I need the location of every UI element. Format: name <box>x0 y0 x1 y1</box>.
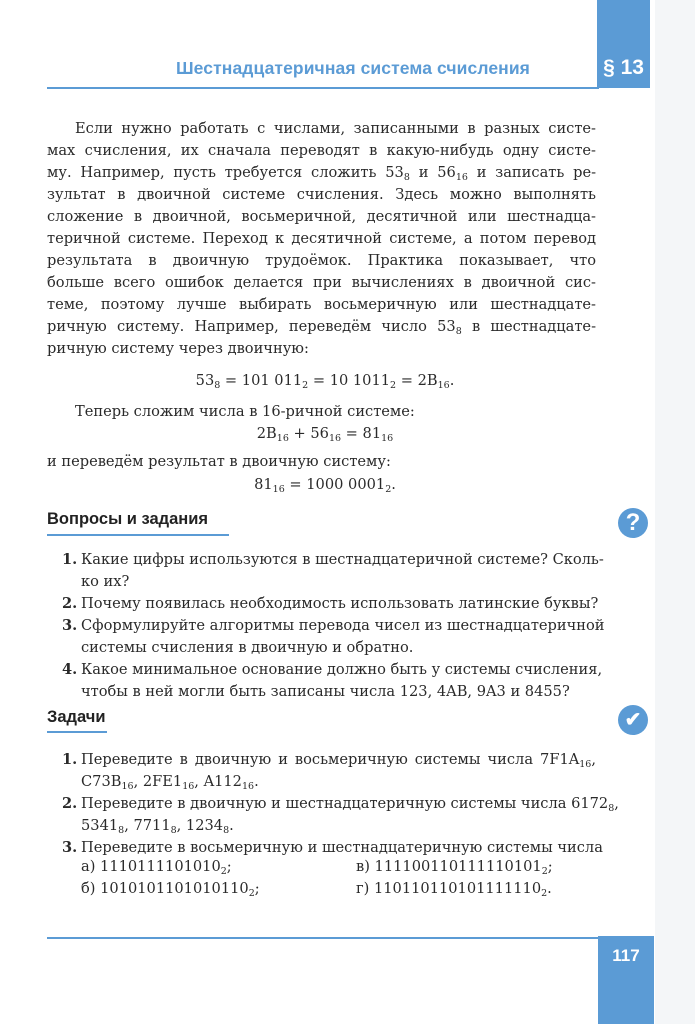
tasks-heading: Задачи <box>47 708 106 726</box>
paragraph-line: теричной системе. Переход к десятичной системе, а потом перевод <box>47 230 596 247</box>
section-tab <box>597 0 650 88</box>
checkmark-icon: ✔ <box>618 705 648 735</box>
question-item: 2. Почему появилась необходимость использовать латинские буквы? <box>62 595 599 612</box>
question-item-cont: ко их? <box>81 573 130 590</box>
paragraph-line: зультат в двоичной системе счисления. Здесь можно выполнять <box>47 186 596 203</box>
paragraph-line: ричную систему через двоичную: <box>47 340 309 357</box>
page-number-tab <box>598 936 654 1024</box>
section-number: § 13 <box>603 56 644 79</box>
task-item: 2. Переведите в двоичную и шестнадцатеричную системы числа $6172_8$, <box>62 795 619 814</box>
task-subitem-g: г) $110110110101111110_2$. <box>356 880 552 899</box>
question-item-cont: чтобы в ней могли быть записаны числа 123, 4AB, 9A3 и 8455? <box>81 683 570 700</box>
header-divider <box>47 87 599 89</box>
paragraph-line: больше всего ошибок делается при вычислениях в двоичной сис- <box>47 274 596 291</box>
task-item-cont: $5341_8$, $7711_8$, $1234_8$. <box>81 817 234 836</box>
paragraph-line: му. Например, пусть требуется сложить $53_8$ и $56_{16}$ и записать ре- <box>47 164 597 183</box>
questions-heading: Вопросы и задания <box>47 510 209 528</box>
formula-addition: $2B_{16} + 56_{16} = 81_{16}$ <box>256 425 394 444</box>
task-subitem-b: б) $1010101101010110_2$; <box>81 880 260 899</box>
task-item: 1. Переведите в двоичную и восьмеричную системы числа $7F1A_{16}$, <box>62 751 596 770</box>
task-item-cont: $C73B_{16}$, $2FE1_{16}$, $A112_{16}$. <box>81 773 259 792</box>
question-icon: ? <box>618 508 648 538</box>
question-item: 1. Какие цифры используются в шестнадцатеричной системе? Сколь- <box>62 551 604 568</box>
question-item: 4. Какое минимальное основание должно быть у системы счисления, <box>62 661 603 678</box>
questions-underline <box>47 534 229 536</box>
chapter-title: Шестнадцатеричная система счисления <box>176 58 530 78</box>
tasks-underline <box>47 731 107 733</box>
footer-divider <box>47 937 598 939</box>
paragraph-line: и переведём результат в двоичную систему: <box>47 453 391 470</box>
question-item: 3. Сформулируйте алгоритмы перевода чисел из шестнадцатеричной <box>62 617 605 634</box>
task-subitem-v: в) $111100110111110101_2$; <box>356 858 553 877</box>
paragraph-line: теме, поэтому лучше выбирать восьмеричную или шестнадцате- <box>47 296 596 313</box>
paragraph-line: Если нужно работать с числами, записанными в разных систе- <box>75 120 596 137</box>
paragraph-line: сложение в двоичной, восьмеричной, десятичной или шестнадца- <box>47 208 596 225</box>
task-subitem-a: а) $1110111101010_2$; <box>81 858 232 877</box>
paragraph-line: результата в двоичную трудоёмок. Практика показывает, что <box>47 252 596 269</box>
formula-result: $81_{16} = 1000$ $0001_2$. <box>254 476 396 495</box>
formula-conversion: $53_8 = 101$ $011_2 = 10$ $1011_2 = 2B_{16}$. <box>195 372 455 391</box>
page-number: 117 <box>612 946 640 965</box>
paragraph-line: мах счисления, их сначала переводят в какую-нибудь одну систе- <box>47 142 596 159</box>
question-item-cont: системы счисления в двоичную и обратно. <box>81 639 414 656</box>
page-margin <box>655 0 695 1024</box>
paragraph-line: ричную систему. Например, переведём число $53_8$ в шестнадцате- <box>47 318 597 337</box>
paragraph-line: Теперь сложим числа в 16-ричной системе: <box>75 403 415 420</box>
task-item: 3. Переведите в восьмеричную и шестнадцатеричную системы числа <box>62 839 603 856</box>
